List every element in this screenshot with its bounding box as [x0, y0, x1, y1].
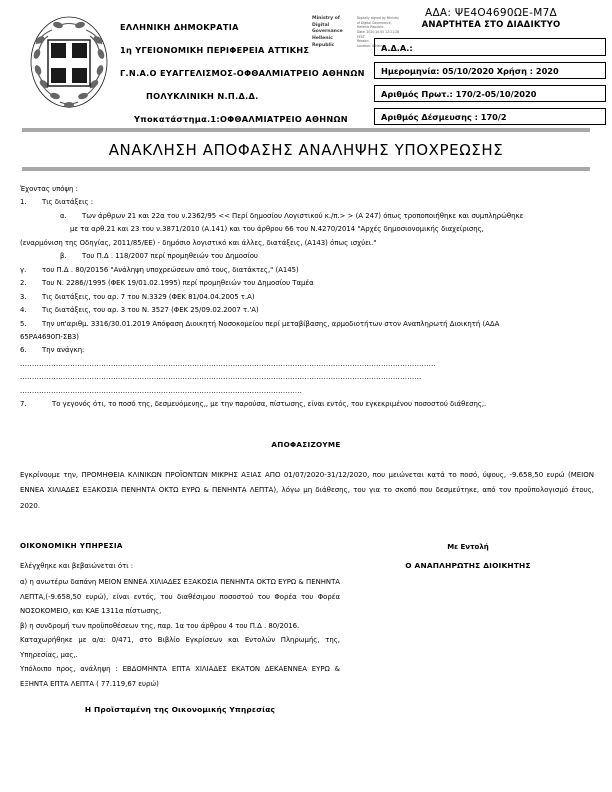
org-line-polyclinic: ΠΟΛΥΚΛΙΝΙΚΗ Ν.Π.Δ.Δ.: [146, 91, 259, 101]
legal-item-4-text: Τις διατάξεις, του αρ. 3 του Ν. 3527 (ΦΕΚ 25/09.02.2007 τ.'Α): [42, 306, 259, 315]
signature-authority-line-1: Ministry of Digital: [312, 16, 340, 28]
document-header: [0, 0, 612, 128]
dotted-fill-line-2: ........................................................................................................................................................................: [20, 373, 422, 382]
signature-authority-line-2: Governance: [312, 29, 343, 35]
legal-item-1a: [60, 210, 592, 223]
legal-item-6-marker: 6.: [20, 346, 27, 355]
legal-item-7-marker: 7.: [20, 400, 27, 409]
anartitea-label: ΑΝΑΡΤΗΤΕΑ ΣΤΟ ΔΙΑΔΙΚΤΥΟ: [421, 20, 561, 30]
org-line-republic: ΕΛΛΗΝΙΚΗ ΔΗΜΟΚΡΑΤΙΑ: [120, 22, 239, 32]
document-info-boxes: [374, 38, 606, 131]
legal-item-4-marker: 4.: [20, 306, 27, 315]
dotted-fill-line-1: ..............................................................................................................................................................................: [20, 359, 436, 368]
info-box-ada: Α.Δ.Α.:: [374, 38, 606, 56]
legal-item-1-text: Τις διατάξεις :: [42, 198, 94, 207]
legal-item-2-marker: 2.: [20, 279, 27, 288]
financial-service-head-signer: Η Προϊσταμένη της Οικονομικής Υπηρεσίας: [84, 705, 276, 715]
signatory-column: [340, 541, 596, 692]
legal-item-2-text: Του Ν. 2286//1995 (ΦΕΚ 19/01.02.1995) περί προμηθειών του Δημοσίου Ταμέα: [42, 279, 314, 288]
legal-item-1b-marker: β.: [60, 252, 67, 261]
org-line-branch: Υποκατάστημα.1:ΟΦΘΑΛΜΙΑΤΡΕΙΟ ΑΘΗΝΩΝ: [134, 114, 348, 124]
info-box-date: Ημερομηνία: 05/10/2020 Χρήση : 2020: [374, 62, 606, 79]
legal-item-4: [20, 304, 592, 317]
decision-paragraph: Εγκρίνουμε την, ΠΡΟΜΗΘΕΙΑ ΚΛΙΝΙΚΩΝ ΠΡΟΪΟΝΤΩΝ ΜΙΚΡΗΣ ΑΞΙΑΣ ΑΠΟ 01/07/2020-31/12/2020, που μειώνεται κατά το ποσό, ύψους, -9.658,50 ευρώ (ΜΕΙΟΝ ΕΝΝΕΑ ΧΙΛΙΑΔΕΣ ΕΞΑΚΟΣΙΑ ΠΕΝΗΝΤΑ ΟΚΤΩ ΕΥΡΩ & ΠΕΝΗΝΤΑ ΛΕΠΤΑ), λόγω μη διάθεσης, του για το σκοπό που δεσμεύτηκε, από τον προϋπολογισμό έτους, 2020.: [20, 470, 594, 511]
signature-detail-line-6: Reason:: [357, 39, 370, 44]
financial-verified-line: Ελέγχθηκε και βεβαιώνεται ότι :: [20, 561, 134, 570]
legal-item-5-line-1: Την υπ'αριθμ. 3316/30.01.2019 Απόφαση Διοικητή Νοσοκομείου περί μεταβίβασης, αρμοδιοτήτων στον Αναπληρωτή Διοικητή (ΑΔΑ: [42, 319, 500, 328]
legal-item-6-text: Την ανάγκη:: [42, 346, 85, 355]
signature-detail-line-5: EEST: [357, 34, 365, 39]
legal-item-1b-text: Του Π.Δ . 118/2007 περί προμηθειών του Δημοσίου: [82, 252, 258, 261]
signature-detail-line-4: Date: 2020.10.05 12:21:28: [357, 29, 400, 34]
dotted-fill-line-3: ......................................................................................................................: [20, 386, 303, 395]
ada-code: ΑΔΑ: ΨΕ4Ο4690ΩΕ-Μ7Δ: [424, 7, 558, 19]
signatory-title: Ο ΑΝΑΠΛΗΡΩΤΗΣ ΔΙΟΙΚΗΤΗΣ: [405, 560, 531, 570]
signatory-by-order: Με Εντολή: [447, 542, 489, 551]
decision-heading: ΑΠΟΦΑΣΙΖΟΥΜΕ: [271, 439, 341, 449]
legal-item-3: [20, 291, 592, 304]
legal-item-1a-marker: α.: [60, 211, 67, 220]
legal-item-1a-line-2: με τα αρθ.21 και 23 του ν.3871/2010 (Α.141) και του άρθρου 66 του Ν.4270/2014 "Αρχές δημοσιονομικής διαχείρισης,: [70, 225, 484, 234]
page-title: ΑΝΑΚΛΗΣΗ ΑΠΟΦΑΣΗΣ ΑΝΑΛΗΨΗΣ ΥΠΟΧΡΕΩΣΗΣ: [108, 141, 504, 159]
financial-service-title: ΟΙΚΟΝΟΜΙΚΗ ΥΠΗΡΕΣΙΑ: [20, 540, 123, 550]
legal-item-gamma-marker: γ.: [20, 265, 27, 274]
legal-item-3-marker: 3.: [20, 292, 27, 301]
signature-detail-line-2: of Digital Governance,: [357, 20, 392, 25]
signature-authority-line-3: Hellenic Republic: [312, 35, 335, 48]
info-box-protocol-number: Αριθμός Πρωτ.: 170/2-05/10/2020: [374, 85, 606, 102]
financial-paragraph-a: α) η ανωτέρω δαπάνη ΜΕΙΟΝ ΕΝΝΕΑ ΧΙΛΙΑΔΕΣ ΕΞΑΚΟΣΙΑ ΠΕΝΗΝΤΑ ΟΚΤΩ ΕΥΡΩ & ΠΕΝΗΝΤΑ ΛΕΠΤΑ,(-9.658,50 ευρώ), είναι εντός, του διαθέσιμου ποσοστού του Φορέα του Φορέα ΝΟΣΟΚΟΜΕΙΟ, και ΚΑΕ 1311α πίστωσης,: [20, 578, 340, 616]
legal-item-gamma: [20, 264, 592, 277]
legal-item-6: [20, 344, 592, 357]
document-body: [0, 171, 612, 452]
legal-item-1a-line-1: Των άρθρων 21 και 22α του ν.2362/95 << Περί δημοσίου Λογιστικού κ./π.> > (Α 247) όπως τροποποιήθηκε και συμπληρώθηκε: [82, 211, 524, 220]
financial-service-column: [20, 541, 340, 692]
legal-item-1-number: 1.: [20, 198, 27, 207]
signature-detail-line-7: Location: Athens: [357, 43, 383, 48]
bottom-zone: [0, 541, 612, 692]
org-line-health-region: 1η ΥΓΕΙΟΝΟΜΙΚΗ ΠΕΡΙΦΕΡΕΙΑ ΑΤΤΙΚΗΣ: [120, 45, 310, 55]
hellenic-republic-emblem-icon: [28, 14, 110, 110]
financial-paragraph-b: β) η συνδρομή των προϋποθέσεων της, παρ. 1α του άρθρου 4 του Π.Δ . 80/2016.: [20, 621, 300, 630]
legal-item-5-marker: 5.: [20, 319, 27, 328]
legal-item-3-text: Τις διατάξεις, του αρ. 7 του Ν.3329 (ΦΕΚ 81/04.04.2005 τ.Α): [42, 292, 255, 301]
org-line-hospital: Γ.Ν.Α.Ο ΕΥΑΓΓΕΛΙΣΜΟΣ-ΟΦΘΑΛΜΙΑΤΡΕΙΟ ΑΘΗΝΩΝ: [120, 68, 365, 78]
financial-registration-paragraph: Καταχωρήθηκε με α/α: 0/471, στο Βιβλίο Εγκρίσεων και Εντολών Πληρωμής, της, Υπηρεσίας, μας,.: [20, 636, 340, 659]
legal-item-gamma-text: του Π.Δ . 80/20156 "Ανάληψη υποχρεώσεων από τους, διατάκτες," (Α145): [42, 265, 299, 274]
legal-item-7: [20, 398, 592, 411]
legal-item-2: [20, 277, 592, 290]
legal-item-1: [20, 196, 592, 209]
legal-item-1a-line-3: (εναρμόνιση της Οδηγίας, 2011/85/ΕΕ) - δημόσιο λογιστικό και άλλες, διατάξεις, (Α143) όπως ισχύει.": [20, 238, 377, 247]
signature-detail-line-3: Hellenic Republic: [357, 25, 384, 30]
signature-detail-line-1: Digitally signed by Ministry: [357, 16, 400, 20]
legal-item-1b: [60, 250, 592, 263]
legal-item-5: [20, 318, 592, 331]
financial-balance-paragraph: Υπόλοιπο προς, ανάληψη : ΕΒΔΟΜΗΝΤΑ ΕΠΤΑ ΧΙΛΙΑΔΕΣ ΕΚΑΤΟΝ ΔΕΚΑΕΝΝΕΑ ΕΥΡΩ & ΕΞΗΝΤΑ ΕΠΤΑ ΛΕΠΤΑ ( 77.119,67 ευρώ): [20, 665, 340, 688]
legal-item-7-text: Το γεγονός ότι, το ποσό της, δεσμευόμενης,, με την παρούσα, πίστωσης, είναι εντός, του εγκεκριμένου ποσοστού διάθεσης,.: [52, 400, 487, 409]
preamble-text: Έχοντας υπόψη :: [20, 185, 78, 193]
info-box-commitment-number: Αριθμός Δέσμευσης : 170/2: [374, 108, 606, 125]
signature-authority: [312, 16, 354, 49]
legal-item-5-line-2: 65ΡΑ4690Π-ΣΒ3): [20, 332, 79, 341]
